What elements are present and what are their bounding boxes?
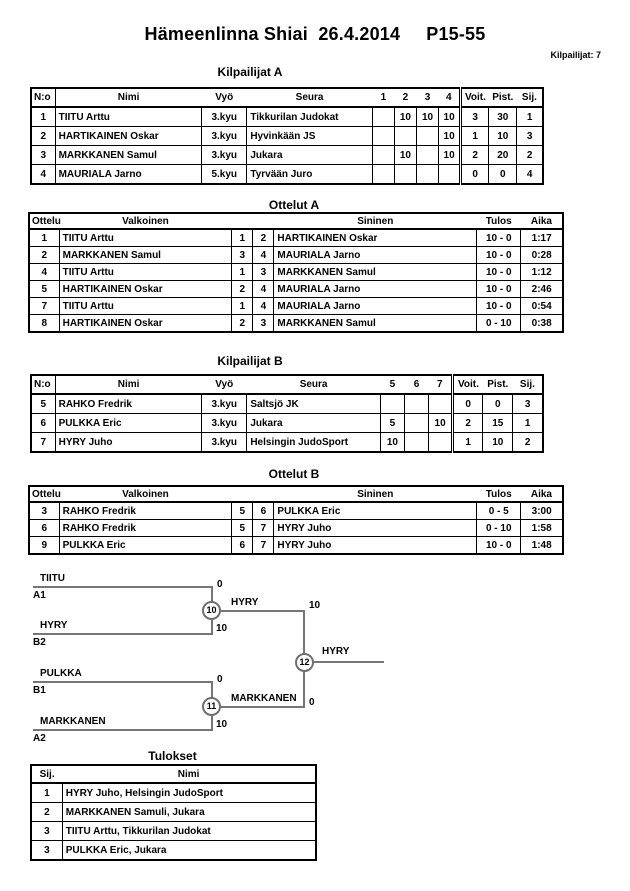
match-result: 0 - 10	[477, 520, 521, 537]
match-number: 7	[29, 298, 59, 315]
col-header-club: Seura	[247, 375, 381, 394]
place-cell: 1	[517, 107, 543, 127]
bracket-line	[33, 729, 213, 731]
wins-cell: 0	[461, 165, 489, 185]
bracket-score: 10	[309, 600, 321, 611]
header-row	[31, 765, 316, 783]
page-title: Hämeenlinna Shiai 26.4.2014 P15-55	[144, 24, 486, 44]
bracket-match-circle: 10	[202, 601, 221, 620]
competitor-club: Tyrvään Juro	[247, 165, 372, 185]
competitor-name: RAHKO Fredrik	[55, 394, 202, 414]
place-cell: 3	[31, 822, 62, 841]
table-row	[29, 502, 563, 520]
blue-player: MAURIALA Jarno	[274, 281, 477, 298]
pool-a-table	[30, 87, 544, 185]
competitor-number: 7	[31, 433, 55, 453]
col-header-name: Nimi	[55, 375, 202, 394]
section-title-results: Tulokset	[148, 749, 197, 763]
competitor-belt: 3.kyu	[202, 107, 247, 127]
col-header-wins: Voit.	[461, 88, 489, 107]
match-result: 10 - 0	[477, 281, 521, 298]
result-name: PULKKA Eric, Jukara	[62, 841, 316, 861]
col-header-belt: Vyö	[202, 375, 247, 394]
place-cell: 3	[31, 841, 62, 861]
result-cell	[429, 394, 453, 414]
bracket-score: 0	[217, 579, 223, 590]
bracket-score: 10	[216, 719, 228, 730]
white-player-number: 2	[232, 315, 253, 333]
bracket-seed: A1	[33, 590, 46, 601]
table-row	[31, 783, 316, 803]
col-header-belt: Vyö	[202, 88, 247, 107]
section-title-matches-a: Ottelut A	[268, 198, 320, 212]
header-spacer	[232, 213, 253, 229]
col-header-club: Seura	[247, 88, 372, 107]
bracket-line	[303, 610, 305, 655]
table-row	[31, 433, 543, 453]
header-row	[31, 375, 543, 394]
result-cell: 10	[439, 146, 461, 165]
col-header-place: Sij.	[31, 765, 62, 783]
result-name: MARKKANEN Samuli, Jukara	[62, 803, 316, 822]
blue-player-number: 6	[253, 502, 274, 520]
result-name: HYRY Juho, Helsingin JudoSport	[62, 783, 316, 803]
result-cell: 10	[416, 107, 438, 127]
result-cell	[404, 394, 428, 414]
blue-player-number: 3	[253, 315, 274, 333]
header-spacer	[253, 213, 274, 229]
table-row	[31, 414, 543, 433]
result-cell: 10	[380, 433, 404, 453]
competitor-name: HARTIKAINEN Oskar	[55, 127, 202, 146]
wins-cell: 2	[453, 414, 483, 433]
bracket-player-name: PULKKA	[40, 668, 82, 679]
bracket-line	[33, 681, 213, 683]
blue-player-number: 3	[253, 264, 274, 281]
wins-cell: 0	[453, 394, 483, 414]
table-row	[29, 247, 563, 264]
competitor-name: PULKKA Eric	[55, 414, 202, 433]
results-table	[30, 764, 317, 861]
match-time: 0:38	[521, 315, 563, 333]
white-player: MARKKANEN Samul	[59, 247, 232, 264]
blue-player: HYRY Juho	[274, 520, 477, 537]
match-number: 5	[29, 281, 59, 298]
competitor-number: 1	[31, 107, 55, 127]
competitor-name: TIITU Arttu	[55, 107, 202, 127]
table-row	[29, 298, 563, 315]
bracket-winner-name: MARKKANEN	[231, 693, 297, 704]
col-header-name: Nimi	[55, 88, 202, 107]
result-cell	[416, 165, 438, 185]
match-number: 3	[29, 502, 59, 520]
table-row	[29, 315, 563, 333]
competitor-name: HYRY Juho	[55, 433, 202, 453]
blue-player: HARTIKAINEN Oskar	[274, 229, 477, 247]
header-spacer	[232, 486, 253, 502]
result-cell	[404, 433, 428, 453]
col-header-result: Tulos	[477, 486, 521, 502]
match-result: 10 - 0	[477, 247, 521, 264]
match-time: 1:58	[521, 520, 563, 537]
col-header-white: Valkoinen	[59, 486, 232, 502]
bracket-match-circle: 11	[202, 697, 221, 716]
competitor-club: Saltsjö JK	[247, 394, 381, 414]
competitor-club: Hyvinkään JS	[247, 127, 372, 146]
col-header-4: 4	[439, 88, 461, 107]
result-cell	[394, 165, 416, 185]
place-cell: 2	[517, 146, 543, 165]
result-cell: 10	[394, 107, 416, 127]
col-header-2: 2	[394, 88, 416, 107]
white-player: RAHKO Fredrik	[59, 520, 232, 537]
header-row	[31, 88, 543, 107]
result-cell	[372, 127, 394, 146]
competitor-belt: 3.kyu	[202, 146, 247, 165]
match-number: 8	[29, 315, 59, 333]
match-time: 1:12	[521, 264, 563, 281]
result-cell	[404, 414, 428, 433]
competitor-count: Kilpailijat: 7	[550, 50, 601, 60]
result-cell	[394, 127, 416, 146]
competitor-number: 5	[31, 394, 55, 414]
bracket-line	[303, 672, 305, 708]
match-result: 0 - 10	[477, 315, 521, 333]
white-player-number: 1	[232, 229, 253, 247]
wins-cell: 3	[461, 107, 489, 127]
place-cell: 2	[31, 803, 62, 822]
header-spacer	[253, 486, 274, 502]
white-player: TIITU Arttu	[59, 298, 232, 315]
competitor-number: 6	[31, 414, 55, 433]
match-result: 10 - 0	[477, 298, 521, 315]
blue-player: MAURIALA Jarno	[274, 298, 477, 315]
result-cell	[372, 146, 394, 165]
match-time: 0:28	[521, 247, 563, 264]
result-cell	[416, 127, 438, 146]
points-cell: 0	[483, 394, 513, 414]
table-row	[31, 107, 543, 127]
points-cell: 15	[483, 414, 513, 433]
place-cell: 3	[513, 394, 543, 414]
match-result: 10 - 0	[477, 264, 521, 281]
match-time: 0:54	[521, 298, 563, 315]
competitor-belt: 3.kyu	[202, 414, 247, 433]
place-cell: 2	[513, 433, 543, 453]
blue-player-number: 7	[253, 520, 274, 537]
blue-player-number: 4	[253, 281, 274, 298]
match-number: 4	[29, 264, 59, 281]
competitor-number: 3	[31, 146, 55, 165]
place-cell: 1	[31, 783, 62, 803]
blue-player: PULKKA Eric	[274, 502, 477, 520]
match-time: 1:17	[521, 229, 563, 247]
blue-player-number: 4	[253, 247, 274, 264]
white-player-number: 1	[232, 264, 253, 281]
match-result: 10 - 0	[477, 229, 521, 247]
white-player: HARTIKAINEN Oskar	[59, 281, 232, 298]
white-player: RAHKO Fredrik	[59, 502, 232, 520]
bracket-score: 10	[216, 623, 228, 634]
table-row	[29, 520, 563, 537]
result-cell	[372, 107, 394, 127]
col-header-3: 3	[416, 88, 438, 107]
bracket-seed: A2	[33, 733, 46, 744]
bracket-line	[314, 661, 384, 663]
table-row	[31, 127, 543, 146]
table-row	[31, 165, 543, 185]
white-player-number: 6	[232, 537, 253, 555]
points-cell: 20	[489, 146, 517, 165]
competitor-belt: 5.kyu	[202, 165, 247, 185]
white-player-number: 5	[232, 502, 253, 520]
match-number: 2	[29, 247, 59, 264]
col-header-name: Nimi	[62, 765, 316, 783]
competitor-number: 4	[31, 165, 55, 185]
col-header-no: N:o	[31, 375, 55, 394]
match-time: 2:46	[521, 281, 563, 298]
table-row	[29, 537, 563, 555]
points-cell: 0	[489, 165, 517, 185]
result-name: TIITU Arttu, Tikkurilan Judokat	[62, 822, 316, 841]
white-player: TIITU Arttu	[59, 229, 232, 247]
col-header-time: Aika	[521, 486, 563, 502]
match-number: 9	[29, 537, 59, 555]
place-cell: 1	[513, 414, 543, 433]
competitor-name: MAURIALA Jarno	[55, 165, 202, 185]
white-player-number: 5	[232, 520, 253, 537]
bracket-score: 0	[217, 674, 223, 685]
bracket-score: 0	[309, 697, 315, 708]
col-header-1: 1	[372, 88, 394, 107]
col-header-points: Pist.	[489, 88, 517, 107]
bracket-seed: B2	[33, 637, 46, 648]
section-title-matches-b: Ottelut B	[268, 467, 320, 481]
table-row	[29, 281, 563, 298]
table-row	[31, 822, 316, 841]
match-time: 3:00	[521, 502, 563, 520]
blue-player: MAURIALA Jarno	[274, 247, 477, 264]
points-cell: 10	[483, 433, 513, 453]
col-header-blue: Sininen	[274, 213, 477, 229]
result-cell	[380, 394, 404, 414]
competitor-club: Jukara	[247, 146, 372, 165]
result-cell: 5	[380, 414, 404, 433]
col-header-5: 5	[380, 375, 404, 394]
result-cell	[372, 165, 394, 185]
col-header-points: Pist.	[483, 375, 513, 394]
col-header-6: 6	[404, 375, 428, 394]
col-header-match: Ottelu	[29, 486, 59, 502]
competitor-club: Jukara	[247, 414, 381, 433]
col-header-wins: Voit.	[453, 375, 483, 394]
bracket-final-circle: 12	[295, 653, 314, 672]
bracket-player-name: HYRY	[40, 620, 68, 631]
table-row	[29, 229, 563, 247]
result-cell: 10	[394, 146, 416, 165]
wins-cell: 1	[461, 127, 489, 146]
col-header-place: Sij.	[513, 375, 543, 394]
section-title-pool-b: Kilpailijat B	[217, 354, 283, 368]
competitor-number: 2	[31, 127, 55, 146]
competitor-club: Helsingin JudoSport	[247, 433, 381, 453]
bracket-line	[221, 706, 304, 708]
result-cell	[416, 146, 438, 165]
col-header-time: Aika	[521, 213, 563, 229]
blue-player-number: 2	[253, 229, 274, 247]
bracket-line	[33, 586, 213, 588]
competitor-belt: 3.kyu	[202, 433, 247, 453]
competitor-belt: 3.kyu	[202, 394, 247, 414]
match-number: 6	[29, 520, 59, 537]
white-player: HARTIKAINEN Oskar	[59, 315, 232, 333]
table-row	[31, 146, 543, 165]
blue-player: HYRY Juho	[274, 537, 477, 555]
col-header-place: Sij.	[517, 88, 543, 107]
col-header-blue: Sininen	[274, 486, 477, 502]
header-row	[29, 213, 563, 229]
white-player: TIITU Arttu	[59, 264, 232, 281]
result-cell	[429, 433, 453, 453]
bracket-player-name: MARKKANEN	[40, 716, 106, 727]
match-time: 1:48	[521, 537, 563, 555]
col-header-7: 7	[429, 375, 453, 394]
result-cell: 10	[439, 127, 461, 146]
competitor-belt: 3.kyu	[202, 127, 247, 146]
competitor-name: MARKKANEN Samul	[55, 146, 202, 165]
points-cell: 30	[489, 107, 517, 127]
result-cell: 10	[429, 414, 453, 433]
pool-b-table	[30, 374, 544, 453]
bracket-line	[221, 610, 304, 612]
col-header-match: Ottelu	[29, 213, 59, 229]
points-cell: 10	[489, 127, 517, 146]
matches-b-table	[28, 485, 564, 555]
competitor-club: Tikkurilan Judokat	[247, 107, 372, 127]
match-number: 1	[29, 229, 59, 247]
match-result: 10 - 0	[477, 537, 521, 555]
bracket-champion-name: HYRY	[322, 646, 350, 657]
white-player-number: 1	[232, 298, 253, 315]
blue-player-number: 4	[253, 298, 274, 315]
wins-cell: 1	[453, 433, 483, 453]
table-row	[31, 841, 316, 861]
result-cell: 10	[439, 107, 461, 127]
header-row	[29, 486, 563, 502]
section-title-pool-a: Kilpailijat A	[217, 65, 283, 79]
col-header-result: Tulos	[477, 213, 521, 229]
wins-cell: 2	[461, 146, 489, 165]
bracket-line	[33, 633, 213, 635]
blue-player: MARKKANEN Samul	[274, 264, 477, 281]
match-result: 0 - 5	[477, 502, 521, 520]
place-cell: 4	[517, 165, 543, 185]
matches-a-table	[28, 212, 564, 333]
table-row	[31, 394, 543, 414]
col-header-no: N:o	[31, 88, 55, 107]
col-header-white: Valkoinen	[59, 213, 232, 229]
table-row	[31, 803, 316, 822]
bracket-seed: B1	[33, 685, 46, 696]
bracket-player-name: TIITU	[40, 573, 65, 584]
table-row	[29, 264, 563, 281]
white-player-number: 3	[232, 247, 253, 264]
place-cell: 3	[517, 127, 543, 146]
blue-player-number: 7	[253, 537, 274, 555]
bracket-winner-name: HYRY	[231, 597, 259, 608]
blue-player: MARKKANEN Samul	[274, 315, 477, 333]
white-player-number: 2	[232, 281, 253, 298]
result-cell	[439, 165, 461, 185]
white-player: PULKKA Eric	[59, 537, 232, 555]
